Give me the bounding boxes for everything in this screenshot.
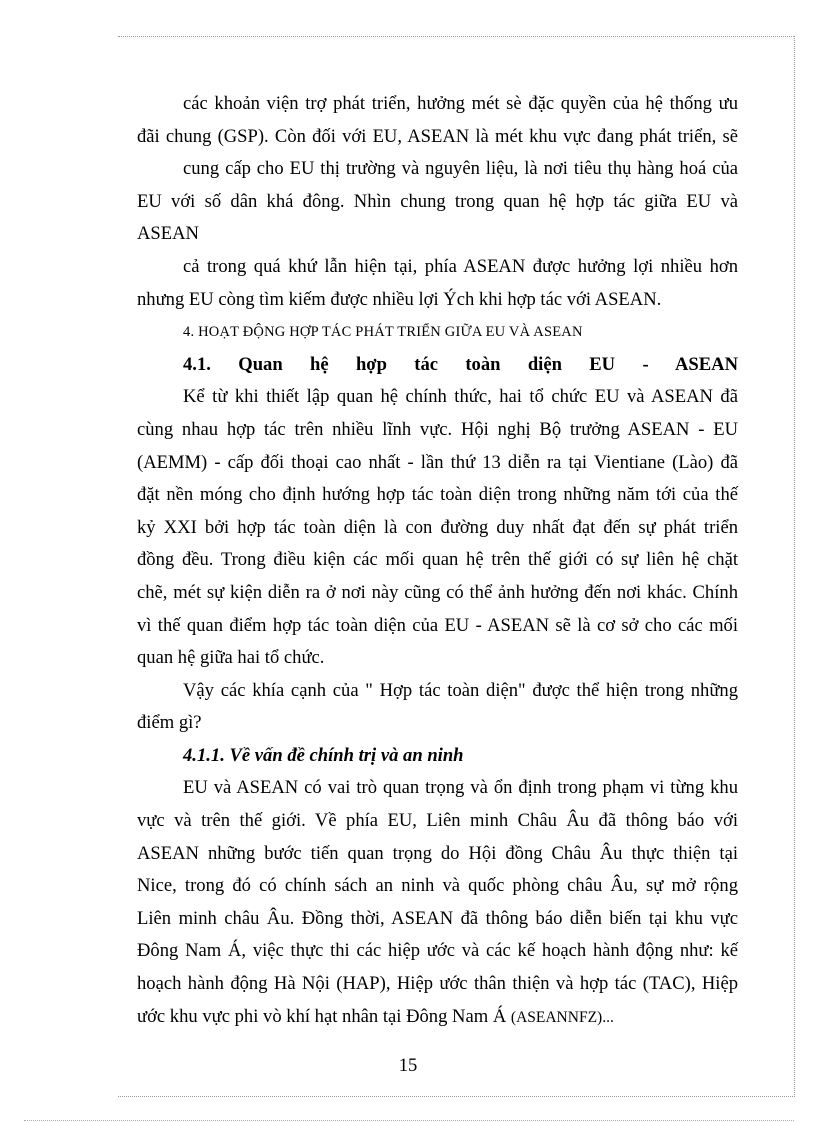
- text-line: Nice, trong đó có chính sách an ninh và quốc phòng châu Âu, sự mở rộng: [137, 875, 738, 897]
- text-line: đồng đều. Trong điều kiện các mối quan hệ trên thế giới có sự liên hệ chặt: [137, 549, 738, 571]
- text-lines: [137, 88, 738, 1001]
- text-line: (AEMM) - cấp đối thoại cao nhất - lần thứ 13 diễn ra tại Vientiane (Lào) đã: [137, 451, 738, 473]
- text-line: Đông Nam Á, việc thực thi các hiệp ước và các kế hoạch hành động như: kế: [137, 940, 738, 962]
- last-line-abbrev: (ASEANNFZ)...: [510, 1008, 614, 1026]
- page-number: 15: [398, 1055, 418, 1076]
- text-line: chẽ, mét sự kiện diễn ra ở nơi này cũng có thể ảnh hưởng đến nơi khác. Chính: [137, 581, 738, 603]
- text-line: đặt nền móng cho định hướng hợp tác toàn diện trong những năm tới của thế: [137, 484, 738, 506]
- text-line: các khoản viện trợ phát triển, hưởng mét sè đặc quyền của hệ thống ưu: [183, 93, 738, 114]
- text-line: kỷ XXI bởi hợp tác toàn diện là con đường duy nhất đạt đến sự phát triển: [137, 516, 738, 538]
- text-line: 4. HOẠT ĐỘNG HỢP TÁC PHÁT TRIỂN GIỮA EU VÀ ASEAN: [183, 324, 583, 341]
- text-line: Liên minh châu Âu. Đồng thời, ASEAN đã thông báo diễn biến tại khu vực: [137, 907, 738, 929]
- text-line: vực và trên thế giới. Về phía EU, Liên minh Châu Âu đã thông báo với: [137, 810, 738, 832]
- text-line: vì thế quan điểm hợp tác toàn diện của EU - ASEAN sẽ là cơ sở cho các mối: [137, 614, 738, 636]
- text-line: Kể từ khi thiết lập quan hệ chính thức, hai tổ chức EU và ASEAN đã: [183, 386, 738, 408]
- text-line: ASEAN những bước tiến quan trọng do Hội đồng Châu Âu thực thiện tại: [137, 842, 738, 864]
- text-line: nhưng EU còng tìm kiếm được nhiều lợi Ých khi hợp tác với ASEAN.: [137, 288, 662, 310]
- text-line-last: [137, 1001, 738, 1034]
- text-line: 4.1. Quan hệ hợp tác toàn diện EU - ASEAN: [183, 353, 738, 375]
- text-line: cùng nhau hợp tác trên nhiều lĩnh vực. Hội nghị Bộ trưởng ASEAN - EU: [137, 418, 738, 440]
- text-line: 4.1.1. Về vấn đề chính trị và an ninh: [183, 744, 464, 766]
- text-line: hoạch hành động Hà Nội (HAP), Hiệp ước thân thiện và hợp tác (TAC), Hiệp: [137, 973, 738, 995]
- text-line: quan hệ giữa hai tổ chức.: [137, 647, 325, 669]
- text-line: EU với số dân khá đông. Nhìn chung trong quan hệ hợp tác giữa EU và: [137, 190, 738, 212]
- text-line: đãi chung (GSP). Còn đối với EU, ASEAN là mét khu vực đang phát triển, sẽ: [137, 125, 738, 147]
- text-line: cả trong quá khứ lẫn hiện tại, phía ASEAN được hưởng lợi nhiều hơn: [183, 255, 738, 277]
- bottom-border: [24, 1120, 794, 1121]
- text-line: ASEAN: [137, 223, 199, 245]
- document-body: [137, 88, 738, 1033]
- text-line: Vậy các khía cạnh của " Hợp tác toàn diện" được thể hiện trong những: [183, 679, 738, 701]
- text-line: EU và ASEAN có vai trò quan trọng và ổn định trong phạm vi từng khu: [183, 777, 738, 799]
- last-line-main: ước khu vực phi vò khí hạt nhân tại Đông Nam Á: [137, 1005, 511, 1027]
- text-line: điểm gì?: [137, 712, 202, 734]
- text-line: cung cấp cho EU thị trường và nguyên liệu, là nơi tiêu thụ hàng hoá của: [183, 158, 738, 180]
